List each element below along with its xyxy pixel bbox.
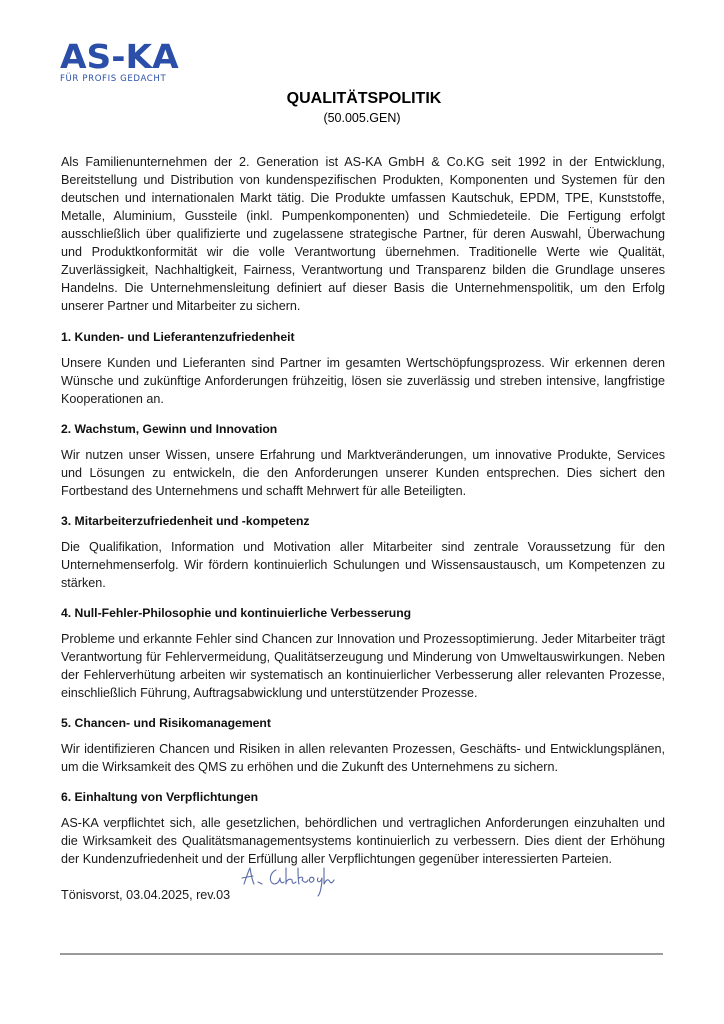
section-employee-competence	[61, 512, 665, 592]
section-risk-management	[61, 714, 665, 776]
section-body: Probleme und erkannte Fehler sind Chancen zur Innovation und Prozessoptimierung. Jeder Mitarbeiter trägt Verantwortung für Fehlervermeidung, Qualitätserzeugung und Minderung von Umweltauswirkungen. Neben der Fehlerverhütung arbeiten wir systematisch an kontinuierlicher Verbesserung aller relevanten Prozesse, einschließlich Führung, Auftragsabwicklung und unterstützender Prozesse.	[61, 632, 665, 700]
section-compliance	[61, 788, 665, 868]
document-title	[0, 90, 724, 108]
section-body: Wir nutzen unser Wissen, unsere Erfahrung und Marktveränderungen, um innovative Produkte, Services und Lösungen zu entwickeln, die den Anforderungen unserer Kunden entsprechen. Dies sichert den Fortbestand des Unternehmens und schafft Mehrwert für alle Beteiligten.	[61, 448, 665, 498]
footer-divider	[60, 953, 663, 955]
section-body: Die Qualifikation, Information und Motivation aller Mitarbeiter sind zentrale Voraussetzung für den Unternehmenserfolg. Wir fördern kontinuierlich Schulungen und Wissensaustausch, um Kompetenzen zu stärken.	[61, 540, 665, 590]
company-logo	[60, 37, 182, 84]
section-growth-innovation	[61, 420, 665, 500]
section-heading: 5. Chancen- und Risikomanagement	[61, 716, 271, 730]
intro-paragraph: Als Familienunternehmen der 2. Generation ist AS-KA GmbH & Co.KG seit 1992 in der Entwicklung, Bereitstellung und Distribution von kundenspezifischen Produkten, Komponenten und Systemen für den deutschen und internationalen Markt tätig. Die Produkte umfassen Kautschuk, EPDM, TPE, Kunststoffe, Metalle, Aluminium, Gussteile (inkl. Pumpenkomponenten) und Schmiedeteile. Die Fertigung erfolgt ausschließlich über qualifizierte und zugelassene strategische Partner, für deren Auswahl, Überwachung und Produktkonformität wir die volle Verantwortung übernehmen. Traditionelle Werte wie Qualität, Zuverlässigkeit, Nachhaltigkeit, Fairness, Verantwortung und Transparenz bilden die Grundlage unseres Handelns. Die Unternehmensleitung definiert auf dieser Basis die Unternehmenspolitik, um den Erfolg unserer Partner und Mitarbeiter zu sichern.	[61, 155, 665, 313]
section-heading: 3. Mitarbeiterzufriedenheit und -kompetenz	[61, 514, 310, 528]
section-heading: 4. Null-Fehler-Philosophie und kontinuierliche Verbesserung	[61, 606, 412, 620]
logo-tagline: FÜR PROFIS GEDACHT	[60, 74, 167, 84]
section-heading: 2. Wachstum, Gewinn und Innovation	[61, 422, 278, 436]
place-date-revision: Tönisvorst, 03.04.2025, rev.03	[61, 888, 231, 902]
document-body	[61, 153, 665, 880]
document-title-text: QUALITÄTSPOLITIK	[286, 90, 442, 107]
document-code	[0, 111, 724, 125]
section-body: AS-KA verpflichtet sich, alle gesetzlichen, behördlichen und vertraglichen Anforderungen einzuhalten und die Wirksamkeit des Qualitätsmanagementsystems kontinuierlich zu verbessern. Dies dient der Erhöhung der Kundenzufriedenheit und der Erfüllung aller Verpflichtungen gegenüber interessierten Parteien.	[61, 816, 665, 866]
section-body: Unsere Kunden und Lieferanten sind Partner im gesamten Wertschöpfungsprozess. Wir erkennen deren Wünsche und zukünftige Anforderungen frühzeitig, lösen sie zuverlässig und streben intensive, langfristige Kooperationen an.	[61, 356, 665, 406]
section-heading: 1. Kunden- und Lieferantenzufriedenheit	[61, 330, 295, 344]
section-heading: 6. Einhaltung von Verpflichtungen	[61, 790, 259, 804]
signature-icon	[236, 862, 336, 900]
section-body: Wir identifizieren Chancen und Risiken in allen relevanten Prozessen, Geschäfts- und Entwicklungsplänen, um die Wirksamkeit des QMS zu erhöhen und die Zukunft des Unternehmens zu sichern.	[61, 742, 665, 774]
document-code-text: (50.005.GEN)	[323, 111, 401, 125]
section-customer-supplier	[61, 328, 665, 408]
logo-wordmark: AS-KA	[60, 37, 179, 76]
section-zero-defect	[61, 604, 665, 702]
